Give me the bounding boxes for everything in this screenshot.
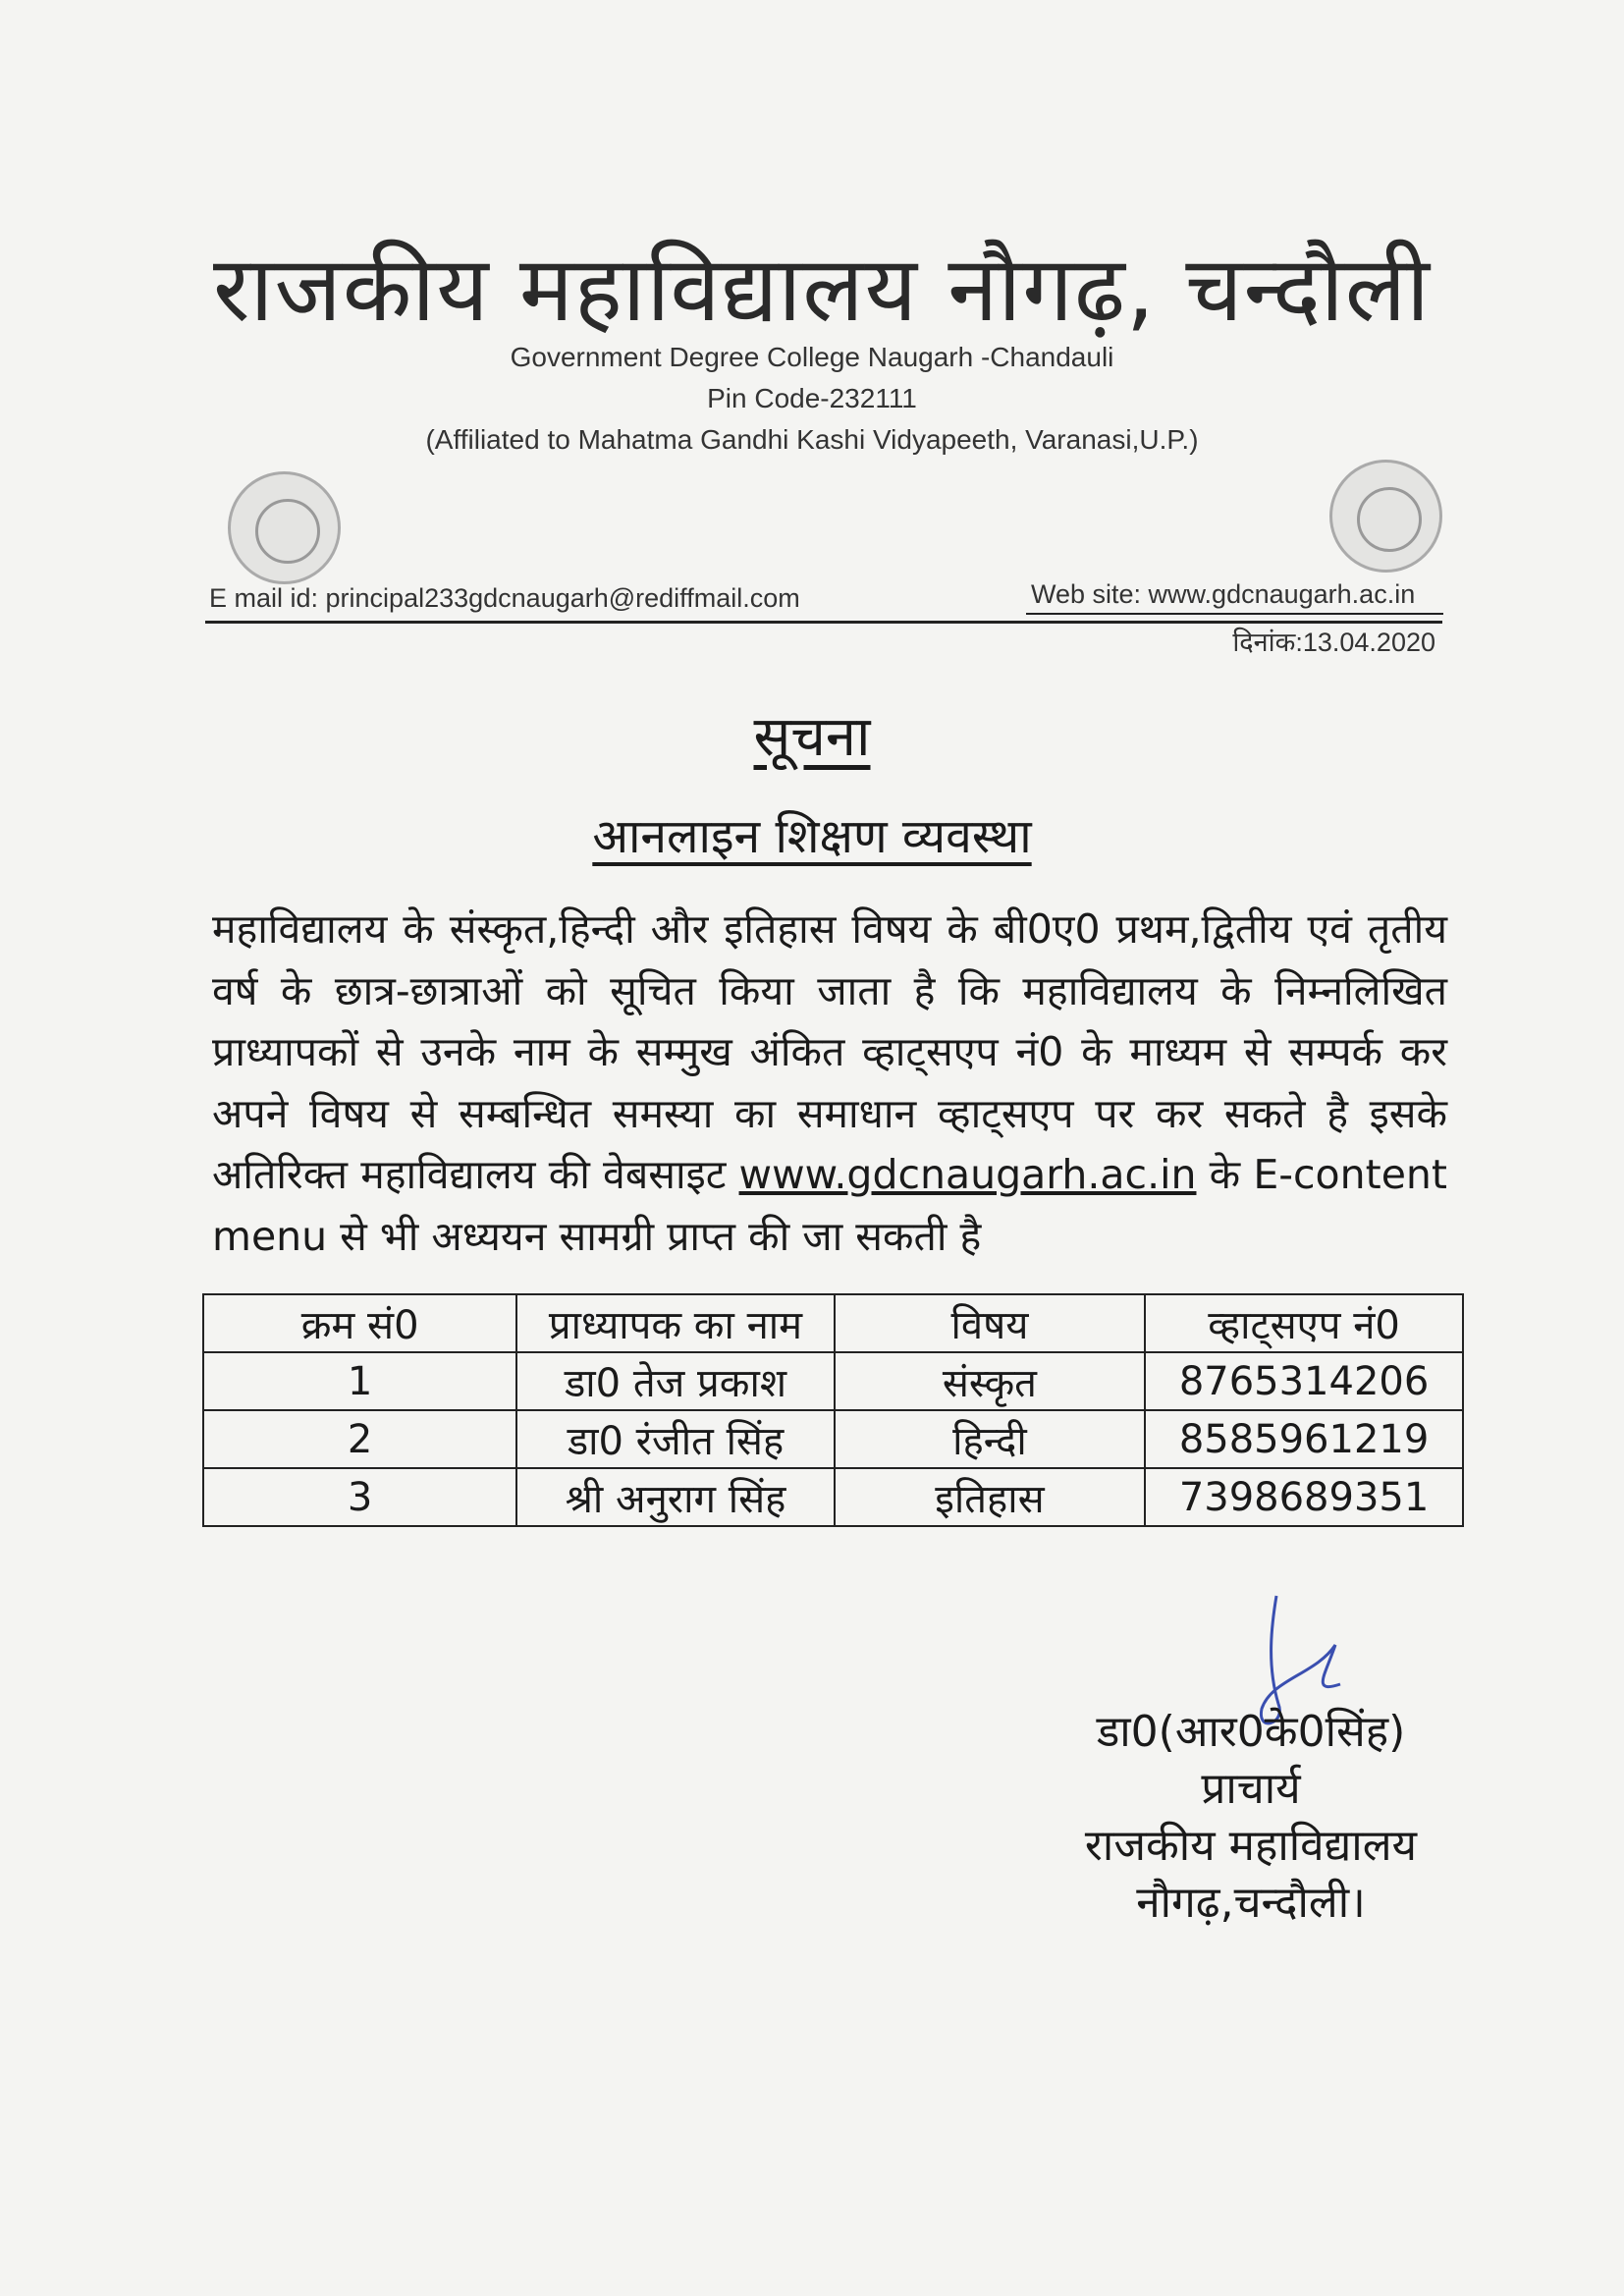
whatsapp-cell: 8585961219 [1145,1410,1463,1468]
pin-code: Pin Code-232111 [707,383,917,413]
college-logo [228,471,341,584]
name-cell: डा0 रंजीत सिंह [516,1410,834,1468]
notice-body [212,899,1447,1267]
subject-cell: संस्कृत [835,1352,1145,1410]
college-name-hindi: राजकीय महाविद्यालय नौगढ़, चन्दौली [213,237,1431,342]
table-header-row [203,1294,1463,1352]
name-cell: डा0 तेज प्रकाश [516,1352,834,1410]
header-serial: क्रम सं0 [203,1294,516,1352]
signatory-block [1055,1704,1447,1932]
whatsapp-cell: 7398689351 [1145,1468,1463,1526]
signatory-designation: प्राचार्य [1201,1764,1301,1814]
notice-subheading: आनलाइन शिक्षण व्यवस्था [592,809,1032,864]
signatory-name: डा0(आर0के0सिंह) [1096,1707,1406,1757]
subject-cell: इतिहास [835,1468,1145,1526]
notice-date: दिनांक:13.04.2020 [1232,628,1435,657]
website-address: Web site: www.gdcnaugarh.ac.in [1031,579,1416,609]
notice-heading: सूचना [753,705,871,769]
serial-cell: 1 [203,1352,516,1410]
website-underline [1026,613,1443,615]
email-address: E mail id: principal233gdcnaugarh@rediffmail.com [209,583,800,613]
serial-cell: 2 [203,1410,516,1468]
whatsapp-cell: 8765314206 [1145,1352,1463,1410]
header-name: प्राध्यापक का नाम [516,1294,834,1352]
serial-cell: 3 [203,1468,516,1526]
header-whatsapp: व्हाट्सएप नं0 [1145,1294,1463,1352]
college-name-english: Government Degree College Naugarh -Chandauli [510,342,1114,372]
subject-cell: हिन्दी [835,1410,1145,1468]
body-text-2: के E-content menu से भी अध्ययन सामग्री प्राप्त की जा सकती है [212,1151,1447,1260]
signatory-place: नौगढ़,चन्दौली। [1136,1878,1366,1928]
table-row [203,1410,1463,1468]
website-link[interactable]: www.gdcnaugarh.ac.in [738,1151,1197,1198]
table-row [203,1352,1463,1410]
body-text-1: महाविद्यालय के संस्कृत,हिन्दी और इतिहास विषय के बी0ए0 प्रथम,द्वितीय एवं तृतीय वर्ष के छात्र-छात्राओं को सूचित किया जाता है कि महाविद्यालय के निम्नलिखित प्राध्यापकों से उनके नाम के सम्मुख अंकित व्हाट्सएप नं0 के माध्यम से सम्पर्क कर अपने विषय से सम्बन्धित समस्या का समाधान व्हाट्सएप पर कर सकते है इसके अतिरिक्त महाविद्यालय की वेबसाइट [212,905,1447,1198]
table-row [203,1468,1463,1526]
signatory-institution: राजकीय महाविद्यालय [1084,1821,1418,1871]
name-cell: श्री अनुराग सिंह [516,1468,834,1526]
faculty-table [202,1293,1464,1527]
header-subject: विषय [835,1294,1145,1352]
up-government-emblem [1329,460,1442,573]
affiliation: (Affiliated to Mahatma Gandhi Kashi Vidyapeeth, Varanasi,U.P.) [425,424,1199,455]
